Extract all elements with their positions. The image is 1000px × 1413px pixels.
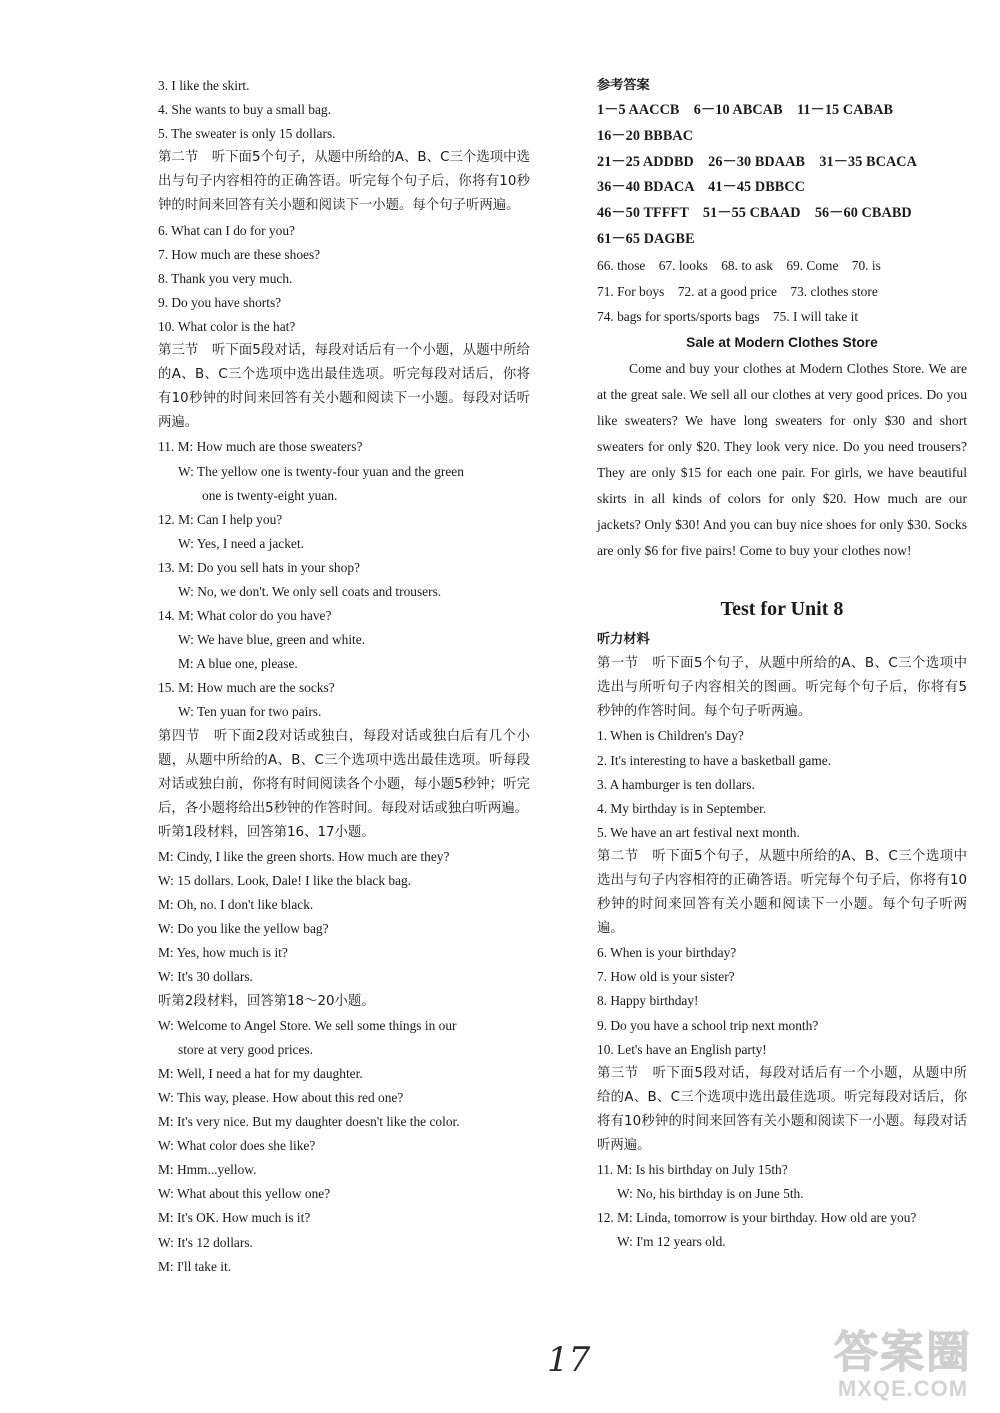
text-line: 4. She wants to buy a small bag. [158,102,331,118]
text-line: W: It's 12 dollars. [158,1234,253,1250]
answer-line: 71. For boys 72. at a good price 73. clothes store [597,283,878,299]
instruction-paragraph: 第三节 听下面5段对话，每段对话后有一个小题，从题中所给的A、B、C三个选项中选出最佳选项。听完每段对话后，你将有10秒钟的时间来回答有关小题和阅读下一小题。每段对话听两遍。 [597,1065,967,1154]
right-column [597,74,967,1255]
text-line: 12. M: Can I help you? [158,511,283,527]
text-line: M: Well, I need a hat for my daughter. [158,1065,363,1081]
text-line: W: No, his birthday is on June 5th. [617,1186,804,1202]
text-line: M: A blue one, please. [178,656,298,672]
text-line: 6. What can I do for you? [158,222,295,238]
text-line: W: The yellow one is twenty-four yuan and the green [178,463,464,479]
answer-line: 61－65 DAGBE [597,230,695,247]
left-column [158,74,530,1279]
text-line: 15. M: How much are the socks? [158,680,335,696]
text-line: M: I'll take it. [158,1258,232,1274]
text-line: W: What color does she like? [158,1138,316,1154]
text-line: W: We have blue, green and white. [178,632,366,648]
watermark-logo [808,1327,998,1410]
instruction-paragraph: 第二节 听下面5个句子，从题中所给的A、B、C三个选项中选出与句子内容相符的正确答语。听完每个句子后，你将有10秒钟的时间来回答有关小题和阅读下一小题。每个句子听两遍。 [597,848,967,937]
answer-line: 74. bags for sports/sports bags 75. I will take it [597,309,859,325]
text-line: M: It's OK. How much is it? [158,1210,311,1226]
instruction-paragraph: 第一节 听下面5个句子，从题中所给的A、B、C三个选项中选出与所听句子内容相关的图画。听完每个句子后，你将有5秒钟的作答时间。每个句子听两遍。 [597,656,967,720]
text-line: 13. M: Do you sell hats in your shop? [158,559,360,575]
text-line: one is twenty-eight yuan. [202,487,338,503]
text-line: M: It's very nice. But my daughter doesn't like the color. [158,1114,460,1130]
text-line: 9. Do you have shorts? [158,294,282,310]
text-line: 10. What color is the hat? [158,318,296,334]
instruction-paragraph: 第二节 听下面5个句子，从题中所给的A、B、C三个选项中选出与句子内容相符的正确答语。听完每个句子后，你将有10秒钟的时间来回答有关小题和阅读下一小题。每个句子听两遍。 [158,150,530,214]
text-line: 听第1段材料，回答第16、17小题。 [158,824,375,840]
essay-text: Come and buy your clothes at Modern Clothes Store. We are at the great sale. We sell all our clothes at very good prices. Do you like sweaters? We have long sweaters for only $30 and short sweaters for only $20. They look very nice. Do you need trousers? They are only $15 for each one pair. For girls, we have beautiful skirts in all kinds of colors for only $20. How much are our jackets? Only $30! And you can buy nice shoes for only $30. Socks are only $6 for five pairs! Come to buy your clothes now! [597,361,967,559]
text-line: M: Cindy, I like the green shorts. How much are they? [158,849,450,864]
text-line: W: What about this yellow one? [158,1186,331,1202]
instruction-paragraph: 第四节 听下面2段对话或独白，每段对话或独白后有几个小题，从题中所给的A、B、C三个选项中选出最佳选项。听每段对话或独白前，你将有时间阅读各个小题，每小题5秒钟；听完后，各小题将给出5秒钟的作答时间。每段对话或独白听两遍。 [158,728,530,816]
text-line: 3. I like the skirt. [158,78,250,93]
watermark-bottom: MXQE.COM [837,1376,969,1401]
text-line: store at very good prices. [178,1041,313,1057]
text-line: 4. My birthday is in September. [597,800,767,816]
text-line: W: I'm 12 years old. [617,1234,726,1250]
text-line: 5. We have an art festival next month. [597,824,800,840]
text-line: 3. A hamburger is ten dollars. [597,776,755,792]
text-line: 1. When is Children's Day? [597,728,744,744]
text-line: W: This way, please. How about this red one? [158,1089,404,1105]
instruction-paragraph: 第三节 听下面5段对话，每段对话后有一个小题，从题中所给的A、B、C三个选项中选出最佳选项。听完每段对话后，你将有10秒钟的时间来回答有关小题和阅读下一小题。每段对话听两遍。 [158,343,530,431]
text-line: 5. The sweater is only 15 dollars. [158,126,336,142]
text-line: W: Ten yuan for two pairs. [178,704,322,720]
answer-line: 46－50 TFFFT 51－55 CBAAD 56－60 CBABD [597,205,912,222]
answer-line: 1－5 AACCB 6－10 ABCAB 11－15 CABAB [597,102,894,118]
right-lines [597,652,967,1254]
text-line: W: Do you like the yellow bag? [158,921,329,937]
text-line: M: Hmm...yellow. [158,1162,257,1178]
text-line: 2. It's interesting to have a basketball game. [597,752,832,768]
text-line: W: Welcome to Angel Store. We sell some things in our [158,1017,457,1033]
answers-title: 参考答案 [597,78,650,93]
text-line: 7. How old is your sister? [597,969,735,985]
answer-line: 21－25 ADDBD 26－30 BDAAB 31－35 BCACA [597,153,917,170]
answers2-block [597,253,967,330]
text-line: 12. M: Linda, tomorrow is your birthday. How old are you? [597,1210,917,1226]
text-line: 11. M: Is his birthday on July 15th? [597,1162,788,1178]
text-line: 8. Thank you very much. [158,270,293,286]
text-line: W: No, we don't. We only sell coats and trousers. [178,583,442,599]
text-line: 11. M: How much are those sweaters? [158,439,363,455]
text-line: 10. Let's have an English party! [597,1041,767,1057]
text-line: M: Oh, no. I don't like black. [158,897,314,913]
answer-line: 36－40 BDACA 41－45 DBBCC [597,179,806,196]
text-line: 听第2段材料，回答第18～20小题。 [158,993,375,1009]
text-line: 7. How much are these shoes? [158,246,321,262]
essay-title: Sale at Modern Clothes Store [686,335,878,351]
listening-title: 听力材料 [597,632,650,648]
answer-line: 66. those 67. looks 68. to ask 69. Come 70. is [597,257,881,273]
text-line: W: Yes, I need a jacket. [178,535,304,551]
answers-block [597,98,967,253]
text-line: 8. Happy birthday! [597,993,699,1009]
watermark-top: 答案圈 [834,1327,972,1378]
unit-title: Test for Unit 8 [720,598,844,621]
text-line: 9. Do you have a school trip next month? [597,1017,819,1033]
text-line: W: 15 dollars. Look, Dale! I like the black bag. [158,873,412,889]
answer-line: 16－20 BBBAC [597,127,694,144]
text-line: W: It's 30 dollars. [158,969,253,985]
text-line: 6. When is your birthday? [597,945,737,961]
page-number: 17 [547,1340,591,1380]
text-line: 14. M: What color do you have? [158,608,332,624]
text-line: M: Yes, how much is it? [158,945,288,961]
